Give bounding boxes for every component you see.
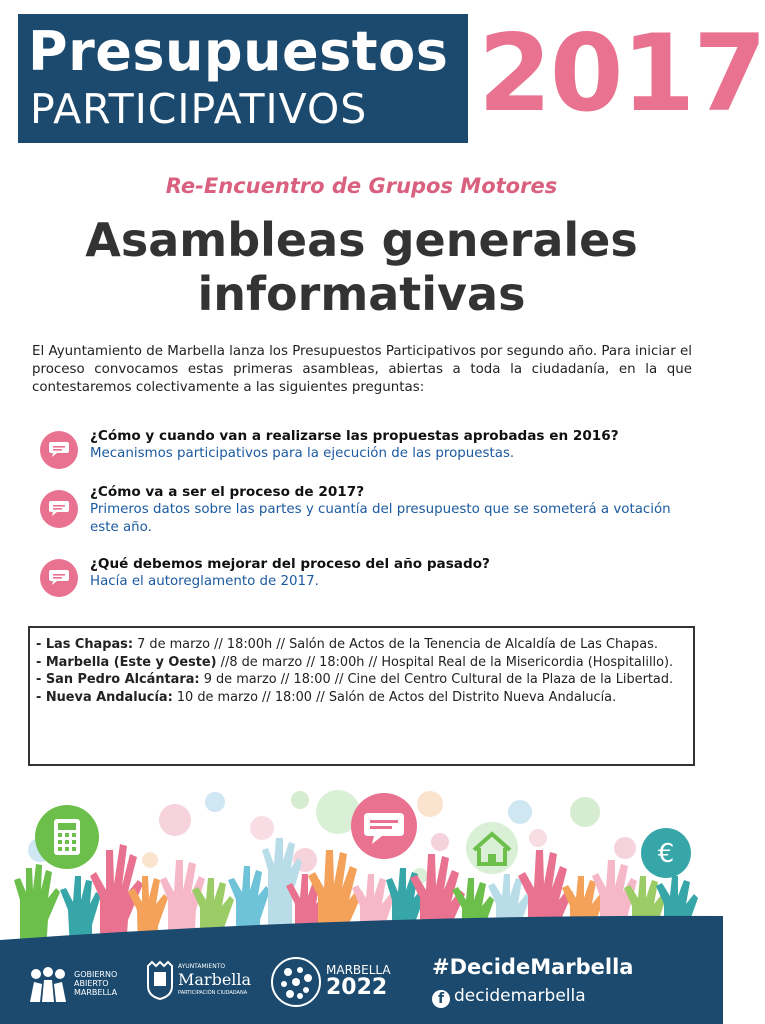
- schedule-details: 9 de marzo // 18:00 // Cine del Centro Cultural de la Plaza de la Libertad.: [199, 672, 674, 687]
- question-text: ¿Cómo y cuando van a realizarse las propuestas aprobadas en 2016?: [90, 428, 619, 444]
- schedule-item: [36, 636, 687, 654]
- schedule-place: - Nueva Andalucía:: [36, 689, 173, 705]
- footer-wave: [0, 914, 723, 948]
- headline-line-2: informativas: [197, 267, 526, 321]
- question-answer: Hacía el autoreglamento de 2017.: [90, 574, 319, 589]
- social-handle: decidemarbella: [454, 986, 586, 1006]
- subtitle: Re-Encuentro de Grupos Motores: [165, 174, 558, 198]
- gobierno-abierto-logo: GOBIERNO ABIERTO MARBELLA: [74, 970, 118, 997]
- question-text: ¿Cómo va a ser el proceso de 2017?: [90, 484, 365, 500]
- headline: [0, 213, 723, 321]
- schedule-details: 7 de marzo // 18:00h // Salón de Actos de la Tenencia de Alcaldía de Las Chapas.: [133, 637, 658, 652]
- marbella-2022-logo: MARBELLA 2022: [326, 963, 391, 1000]
- title-banner: [18, 14, 468, 143]
- schedule-details: 10 de marzo // 18:00 // Salón de Actos del Distrito Nueva Andalucía.: [172, 689, 617, 705]
- hashtag: #DecideMarbella: [432, 955, 634, 979]
- chat-icon: [351, 793, 417, 859]
- house-icon: [466, 822, 518, 874]
- question-answer: Mecanismos participativos para la ejecución de las propuestas.: [90, 446, 515, 461]
- speech-bubble-icon: [40, 490, 78, 528]
- marbella-2022-globe-icon: [270, 956, 322, 1008]
- speech-bubble-icon: [40, 559, 78, 597]
- schedule-place: - Marbella (Este y Oeste): [36, 654, 217, 670]
- gobierno-abierto-logo-icon: [26, 964, 70, 1004]
- euro-icon: [641, 828, 691, 878]
- social-link[interactable]: [432, 986, 586, 1008]
- schedule-details: //8 de marzo // 18:00h // Hospital Real de la Misericordia (Hospitalillo).: [216, 654, 674, 670]
- schedule-box: [28, 626, 695, 766]
- year-label: 2017: [478, 12, 765, 135]
- ayuntamiento-marbella-logo: AYUNTAMIENTO Marbella PARTICIPACIÓN CIUDADANA: [178, 963, 252, 996]
- speech-bubble-icon: [40, 431, 78, 469]
- schedule-place: - San Pedro Alcántara:: [36, 672, 200, 687]
- facebook-icon: f: [432, 990, 450, 1008]
- title-line-2: PARTICIPATIVOS: [30, 85, 368, 133]
- calculator-icon: [35, 805, 99, 869]
- svg-text:€: €: [657, 839, 675, 869]
- schedule-place: - Las Chapas:: [36, 637, 134, 652]
- title-line-1: Presupuestos: [28, 20, 449, 83]
- schedule-item: [36, 689, 687, 707]
- schedule-item: [36, 671, 687, 689]
- header: [0, 0, 765, 150]
- headline-line-1: Asambleas generales: [85, 213, 638, 267]
- intro-paragraph: El Ayuntamiento de Marbella lanza los Presupuestos Participativos por segundo año. Para iniciar el proceso convocamos estas primeras asambleas, abiertas a toda la ciudadanía, en la que contestaremos colectivamente a las siguientes preguntas:: [32, 344, 692, 395]
- schedule-item: [36, 654, 687, 672]
- question-answer: Primeros datos sobre las partes y cuantía del presupuesto que se someterá a votación este año.: [90, 502, 671, 535]
- question-text: ¿Qué debemos mejorar del proceso del año pasado?: [90, 556, 490, 572]
- marbella-crest-icon: [146, 960, 174, 1000]
